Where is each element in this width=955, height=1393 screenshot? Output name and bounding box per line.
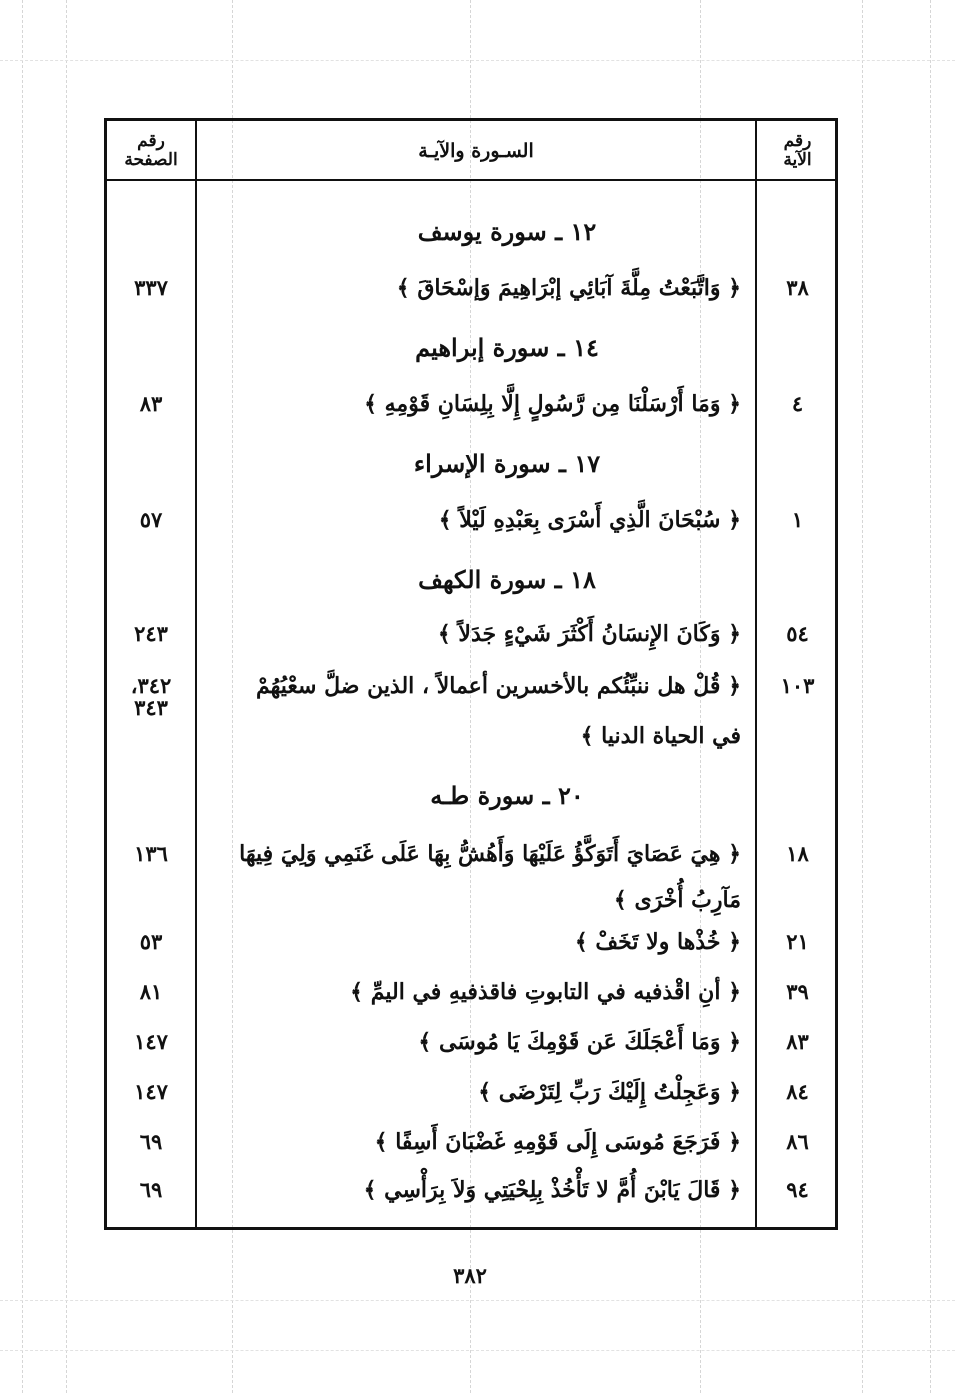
verse-number-cell: ١٨ xyxy=(786,841,809,866)
index-row xyxy=(107,1129,835,1173)
page-number-cell: ٣٣٧ xyxy=(134,275,168,300)
verse-text: ﴿ سُبْحَانَ الَّذِي أَسْرَى بِعَبْدِهِ لَيْلاً ﴾ xyxy=(438,507,741,533)
surah-title: ١٨ ـ سورة الكهف xyxy=(418,565,596,594)
verse-text: ﴿ خُذْها ولا تَخَفْ ﴾ xyxy=(574,929,741,955)
header-divider xyxy=(107,179,835,181)
verse-number-cell: ٤ xyxy=(791,391,804,416)
scan-guide-line xyxy=(66,0,67,1393)
verse-number-cell: ١ xyxy=(791,507,804,532)
verse-text: ﴿ وَكَانَ الإِنسَانُ أَكْثَرَ شَيْءٍ جَدَلاً ﴾ xyxy=(437,621,741,647)
page-column-header xyxy=(107,125,195,177)
surah-title: ١٤ ـ سورة إبراهيم xyxy=(415,333,599,362)
verse-number-cell: ١٠٣ xyxy=(780,673,815,698)
page-number-cell: ٣٤٢، xyxy=(130,673,172,698)
index-row xyxy=(107,391,835,435)
page-number-cell-continued: ٣٤٣ xyxy=(134,695,168,720)
verse-number-cell: ٣٩ xyxy=(786,979,809,1004)
verse-text-continued: في الحياة الدنيا ﴾ xyxy=(580,723,741,749)
index-row xyxy=(107,841,835,885)
verse-text: ﴿ قُلْ هل ننبِّئُكم بالأخسرين أعمالاً ، الذين ضلَّ سعْيُهُمْ xyxy=(255,673,741,699)
page-number-cell: ٢٤٣ xyxy=(134,621,168,646)
surah-title: ١٧ ـ سورة الإسراء xyxy=(413,449,601,478)
index-row xyxy=(107,1029,835,1073)
page-number-cell: ١٤٧ xyxy=(134,1079,168,1104)
index-row xyxy=(107,1177,835,1221)
verse-number-cell: ٨٤ xyxy=(786,1079,809,1104)
verse-number-cell: ٨٣ xyxy=(786,1029,809,1054)
scan-guide-line xyxy=(930,0,931,1393)
verse-number-cell: ٥٤ xyxy=(786,621,809,646)
verse-text: ﴿ وَعَجِلْتُ إِلَيْكَ رَبِّ لِتَرْضَى ﴾ xyxy=(478,1079,741,1105)
verse-text-continued: مَآرِبُ أُخْرَى ﴾ xyxy=(613,887,741,913)
verse-text: ﴿ قَالَ يَابْنَ أُمَّ لا تَأْخُذْ بِلِحْيَتِي وَلاَ بِرَأْسِي ﴾ xyxy=(363,1177,741,1203)
index-row xyxy=(107,507,835,551)
scan-guide-line xyxy=(0,1350,955,1351)
verse-column-header-line2: الآية xyxy=(783,150,812,170)
page-number-cell: ٨٣ xyxy=(139,391,163,416)
verse-text: ﴿ وَمَا أَعْجَلَكَ عَن قَوْمِكَ يَا مُوسَى ﴾ xyxy=(418,1029,741,1055)
page-column-header-line1: رقم xyxy=(137,131,165,151)
page-column-header-line2: الصفحة xyxy=(124,150,178,170)
verse-number-cell: ٢١ xyxy=(786,929,809,954)
verse-text: ﴿ فَرَجَعَ مُوسَى إِلَى قَوْمِهِ غَضْبَانَ أَسِفًا ﴾ xyxy=(374,1129,741,1155)
index-row xyxy=(107,621,835,665)
surah-title: ٢٠ ـ سورة طـه xyxy=(430,781,584,810)
verse-number-cell: ٣٨ xyxy=(786,275,809,300)
verse-text: ﴿ وَمَا أَرْسَلْنَا مِن رَّسُولٍ إِلَّا بِلِسَانِ قَوْمِهِ ﴾ xyxy=(364,391,741,417)
surah-verse-header-label: السـورة والآيـة xyxy=(418,139,534,162)
index-row xyxy=(107,1079,835,1123)
page-number-cell: ٦٩ xyxy=(139,1129,163,1154)
verse-number-cell: ٩٤ xyxy=(786,1177,809,1202)
page-number-cell: ٥٣ xyxy=(139,929,163,954)
verse-text: ﴿ أنِ اقْذفيه في التابوتِ فاقذفيهِ في اليمِّ ﴾ xyxy=(350,979,741,1005)
scan-guide-line xyxy=(862,0,863,1393)
page-number-cell: ٦٩ xyxy=(139,1177,163,1202)
surah-title: ١٢ ـ سورة يوسف xyxy=(417,217,597,246)
index-row xyxy=(107,929,835,973)
page-number-footer: ٣٨٢ xyxy=(453,1263,487,1288)
index-row xyxy=(107,979,835,1023)
verse-text: ﴿ هِيَ عَصَايَ أَتَوَكَّؤُ عَلَيْهَا وَأَهُشُّ بِهَا عَلَى غَنَمِي وَلِيَ فِيهَا xyxy=(239,841,741,867)
quran-verse-index-table xyxy=(104,118,838,1230)
index-row xyxy=(107,275,835,319)
page-number-cell: ١٣٦ xyxy=(134,841,168,866)
scan-guide-line xyxy=(22,0,23,1393)
surah-verse-column-header xyxy=(197,125,755,177)
page-number-cell: ٨١ xyxy=(139,979,163,1004)
verse-column-header-line1: رقم xyxy=(783,131,812,151)
scan-guide-line xyxy=(0,60,955,61)
page-number-cell: ٥٧ xyxy=(139,507,163,532)
verse-text: ﴿ وَاتَّبَعْتُ مِلَّةَ آبَائِي إبْرَاهِيمَ وَإسْحَاقَ ﴾ xyxy=(396,275,741,301)
verse-number-cell: ٨٦ xyxy=(786,1129,809,1154)
page-number-cell: ١٤٧ xyxy=(134,1029,168,1054)
verse-column-header xyxy=(757,125,838,177)
index-row xyxy=(107,673,835,720)
scan-guide-line xyxy=(0,1300,955,1301)
